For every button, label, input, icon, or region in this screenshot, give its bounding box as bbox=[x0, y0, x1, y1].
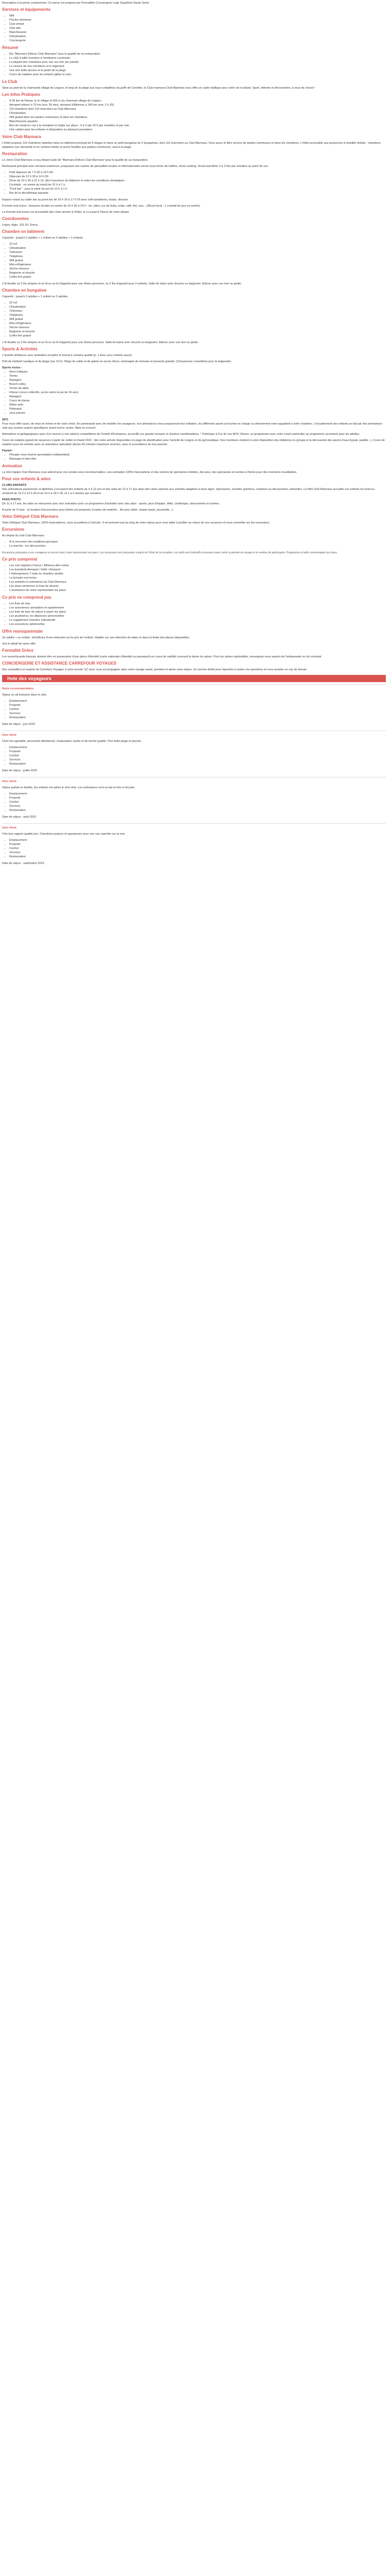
list-item: • Emplacement bbox=[9, 745, 386, 750]
list-item: • Wifi gratuit bbox=[9, 259, 386, 263]
list-item: • Pétanque bbox=[9, 407, 386, 411]
chambre-bungalow-list bbox=[2, 301, 386, 338]
page bbox=[0, 0, 391, 870]
offer-date: Date de séjour : septembre 2023 bbox=[2, 862, 44, 865]
chambre-batiment-list bbox=[2, 242, 386, 279]
offer-criteria-list bbox=[2, 699, 386, 720]
list-item: • Propreté bbox=[9, 703, 386, 707]
list-item: • 22 m2 bbox=[9, 301, 386, 305]
list-item: • Climatisation bbox=[9, 246, 386, 250]
list-item: • Confort bbox=[9, 800, 386, 804]
list-item: • Tennis de table bbox=[9, 386, 386, 391]
offer-card bbox=[2, 684, 386, 731]
intro-text: Description à la prime compromise: Ce prime est proposé par Formalités Conciergerie Loge Dauphiné Haute Seine bbox=[2, 2, 150, 5]
list-item: • Coffre-fort gratuit bbox=[9, 334, 386, 338]
sports-gratuit-label: Sports inclus : bbox=[2, 366, 22, 369]
enfants-title: Pour vos enfants & ados bbox=[2, 477, 51, 481]
offer-title: Avis client bbox=[2, 734, 17, 737]
list-item: • Télévision bbox=[9, 309, 386, 313]
sports-text: Prêt de matériel nautique et de plage (sur 10 h). Plage de sable et de galets en accès direct, aménagée de transats et parasols gratuits. (Chaussures conseillées pour la baignade). bbox=[2, 360, 232, 363]
list-item: • Wifi gratuit dans les parties communes et dans les chambres. bbox=[9, 115, 386, 120]
list-item: • La plupart des chambres avec vue sur mer (en partiel) bbox=[9, 60, 386, 64]
list-item: • Emplacement bbox=[9, 792, 386, 796]
sports-gratuit-list bbox=[2, 370, 386, 415]
offer-text: Très bon rapport qualité prix. Chambres propres et spacieuses avec une vue superbe sur la mer. bbox=[2, 833, 126, 836]
list-item: • Le supplément chambre individuelle bbox=[9, 618, 386, 622]
list-item: • Une très belle piscine et le jardin de la plage bbox=[9, 69, 386, 73]
chambre-batiment-intro: Capacité : jusqu'à 3 adultes + 1 enfant ou 2 adultes + 2 enfants. bbox=[2, 236, 84, 240]
chambre-bungalow-text: 1 lit double ou 2 lits simples et un lit ou un lit d'appoint pour une 3ème personne. Salle de bains avec douche ou baignoire. Balcon avec vue mer ou jardin. bbox=[2, 341, 199, 344]
list-item: • Propreté bbox=[9, 750, 386, 754]
chambre-bungalow-intro: Capacité : jusqu'à 3 adultes + 1 enfant ou 2 adultes. bbox=[2, 295, 69, 298]
list-item: • Aires ludiques bbox=[9, 370, 386, 374]
resume-title: Résumé bbox=[2, 45, 19, 50]
excursions-title: Excursions bbox=[2, 527, 25, 532]
list-item: • Les excursions optionnelles bbox=[9, 622, 386, 626]
list-item: • Wifi gratuit bbox=[9, 317, 386, 321]
hotels-title-bar: Hote des voyageurs bbox=[2, 675, 386, 682]
chambre-bungalow-title: Chambre en bungalow bbox=[2, 288, 46, 293]
club-text: Situé au pied de la charmante village de Lingoro, le long de la plage aux eaux cristallines du golfe de Corinthe, le Club marmara Club Marmara vous offre un cadre idyllique pour votre vie et plaisir. Sport, détente et découvertes, à vous de choisir ! bbox=[2, 87, 315, 90]
list-item: • L'assistance de notre représentant sur place bbox=[9, 588, 386, 592]
offer-card bbox=[2, 777, 386, 823]
list-item: • Aquagym bbox=[9, 395, 386, 399]
list-item: • Propreté bbox=[9, 796, 386, 800]
list-item: • Le service de nos chambres et le logement bbox=[9, 64, 386, 69]
resume-list bbox=[2, 52, 386, 77]
list-item: • Les activités et animations du Club Marmara bbox=[9, 580, 386, 584]
list-item: • Conciergerie bbox=[9, 39, 386, 43]
list-item: • Fitness (cours collectifs, accès selon le jeu de 16 ans) bbox=[9, 391, 386, 395]
coordonnees-title: Coordonnées bbox=[2, 216, 29, 221]
votre-club-text: L'hôtel propose 119 chambres réparties dans un bâtiment principal de 6 étages et dans un petit bungalow de 2 bungalows, dont 110 réservées au Club Marmara. Vous aurez le libre service de parties communes et dans les chambres. L'hôtel accessible aux personnes à mobilité réduite : chambres adaptées (sur demande et en nombre limité) et accès facilités aux parties communes, sauf à la plage. bbox=[2, 142, 381, 149]
offer-text: Séjour en all inclusive dans le club. bbox=[2, 693, 47, 697]
list-item: • Club enfant bbox=[9, 22, 386, 26]
list-item: • Les transferts Aéroport / hôtel / Aéroport bbox=[9, 568, 386, 572]
monoparentale-text: Un adulte + un enfant : bénéficiez d'une réduction sur le prix de l'enfant. Valable sur une sélection de dates et dans la limite des places disponibles. bbox=[2, 636, 190, 639]
enfants-text: À partir de 3 mois : la location d'accessoires pour bébés est proposée (cuisine de matériel... lits pour bébé, chaise haute, poussette...). bbox=[2, 509, 174, 512]
list-item: • Confort bbox=[9, 846, 386, 851]
list-item: • Services bbox=[9, 711, 386, 716]
sports-note-title: SPO bbox=[2, 418, 8, 421]
list-item: • Mini-réfrigérateur bbox=[9, 321, 386, 326]
services-title: Services et équipements bbox=[2, 7, 51, 12]
list-item: • Restauration bbox=[9, 716, 386, 720]
cours-natation-text: Cours de natation gratuit de vacances à partir de Juillet et d'août 2022 : dès notre arrivée disponibles en page de planification pour l'activité de Lingoro et de gymnastique. Des moniteurs mettent à votre disposition des initiations en groupe et la découverte des sports d'eau (kayak, paddle...). Cours de natation pour les enfants avec un animateur spécialisé (durée 45 minutes maximum environ), sous la surveillance de leur parents. bbox=[2, 439, 385, 446]
list-item: • Élu "Marmara Délices Club Marmara" pour la qualité de sa restauration bbox=[9, 52, 386, 56]
offer-criteria-list bbox=[2, 792, 386, 812]
list-item: • L'hébergement 7 nuits en chambre double bbox=[9, 572, 386, 576]
list-item: • Baignoire et douche bbox=[9, 271, 386, 275]
restauration-text: Formule tout inclus : boissons locales en soirée de 10 h 30 à 23 h : vin, bière, jus de fruits, soda, café, thé, eau... (Alcool local : 1 cocktail du jour ou soirée). bbox=[2, 205, 201, 208]
list-item: • Massage et bien-être bbox=[9, 457, 386, 461]
formalite-title: Formalité Grèce bbox=[2, 648, 34, 653]
excursions-note: Excursions proposées à nos voyageurs en accord avec notre représentant sur place. Les excursions sont proposées à partir de l'hôtel de la réception. Les tarifs sont indicatifs et peuvent varier selon la période de voyage et le nombre de participants. Programme et tarifs communiqués sur place. bbox=[2, 551, 338, 554]
sports-note: Pour nous offrir aussi, de mise en forme et de votre choix. En partenariat avec de mobilier les voyageurs, nos animateurs vous proposeront leur initiation, les différents sports sont prise en charge ou directement notre aqualand à votre chambre. L'encadrement des enfants se fait par des animateurs club aux normes auprès spécifiques avant tout le centre. Mais en concert. bbox=[2, 422, 382, 430]
list-item: • Les taxes aériennes et frais de dossier bbox=[9, 584, 386, 588]
payant-list bbox=[2, 453, 386, 461]
list-item: • Déjeuner de 12 h 30 à 14 h 30. bbox=[9, 175, 386, 179]
list-item: • Petit déjeuner de 7 h 30 à 10 h 00. bbox=[9, 171, 386, 175]
list-item: • Water-polo bbox=[9, 403, 386, 407]
conciergerie-text: Des conseillers et experts de Carrefour Voyages à votre écoute 7j/7 pour vous accompagner dans votre voyage avant, pendant et après votre séjour. Un service dédié pour répondre à toutes vos questions et vous assister en cas de besoin. bbox=[2, 668, 307, 671]
list-item: • Sèche-cheveux bbox=[9, 267, 386, 271]
offer-date: Date de séjour : juin 2023 bbox=[2, 723, 35, 726]
list-item: • Restauration bbox=[9, 762, 386, 766]
chambre-batiment-text: 2 lit double ou 2 lits simples et un lit ou un lit d'appoint pour une 3ème personne, ou 2 lits d'appoint pour 2 enfants. Salle de bains avec douche ou baignoire. Balcon avec vue mer ou jardin. bbox=[2, 282, 242, 285]
offer-title: Avis client bbox=[2, 826, 17, 829]
list-item: • A 35 km de Patras, le le village et 900 m du charmant village de Lingoro. bbox=[9, 99, 386, 103]
list-item: • 22 m2 bbox=[9, 242, 386, 246]
enfants-text: De 11 à 17 ans, les ados se retrouvent avec leur animateur pour un programme d'activités avec des ados : sports, jeux d'équipe, défis, challenges, découvertes et soirées. bbox=[2, 502, 220, 505]
list-item: • Wifi bbox=[9, 14, 386, 18]
prix-ne-comprend-title: Ce prix ne comprend pas bbox=[2, 595, 52, 600]
list-item: • Blanchisserie bbox=[9, 30, 386, 35]
prix-comprend-title: Ce prix comprend bbox=[2, 557, 38, 562]
list-item: • 119 chambres dont 110 réservées au Club Marmara. bbox=[9, 107, 386, 111]
list-item: • Baignoire et douche bbox=[9, 330, 386, 334]
list-item: • "Pool bar" : pour le partir de pot de 10 h à 1 h. bbox=[9, 187, 386, 191]
offer-text: Séjour parfait en famille, les enfants ont adoré le mini club. Les animateurs sont au top et très à l'écoute. bbox=[2, 786, 136, 789]
coordonnees-text: Logos, Aigio, 331 00, Grèce. bbox=[2, 224, 39, 227]
prix-ne-comprend-list bbox=[2, 602, 386, 626]
list-item: • Cocktails : en soirée du mardi de 10 h à 1 h. bbox=[9, 183, 386, 187]
list-item: • Climatisation bbox=[9, 35, 386, 39]
chambre-batiment-title: Chambre en bâtiment bbox=[2, 229, 44, 234]
list-item: • Restauration bbox=[9, 855, 386, 859]
list-item: • Aéroport infrieur à 70 km (env. 55 min), aéroport d'Athènes à 190 km (env. 2 h 20). bbox=[9, 103, 386, 107]
list-item: • Les frais de taxe de séjour à payer sur place bbox=[9, 610, 386, 614]
list-item: • Emplacement bbox=[9, 699, 386, 703]
list-item: • Téléphone bbox=[9, 313, 386, 317]
list-item: • Cours de natation pour les enfants (gilles le soir) bbox=[9, 73, 386, 77]
list-item: • Restauration bbox=[9, 808, 386, 812]
list-item: • Mini-réfrigérateur bbox=[9, 263, 386, 267]
clubs-enfants-title: CLUBS ENFANTS bbox=[2, 484, 26, 487]
monoparentale-sub[interactable]: Voir le détail de notre offre bbox=[2, 642, 36, 646]
list-item: • Confort bbox=[9, 707, 386, 711]
list-item: • Dîner de 19 h 30 à 21 h 15, dès l'ouverture du bâtiment et selon les conditions climatiques. bbox=[9, 179, 386, 183]
votre-club-title: Votre Club Marmara bbox=[2, 134, 41, 139]
list-item: • Jeux piscine bbox=[9, 411, 386, 415]
enfants-text: Nos animateurs passionnés et diplômés s'occupent des enfants de 4 à 12 ans et des ados de 13 à 17 ans dans des clubs séparés aux activités adaptées à leurs âges. Spectacles, activités sportives, créatives ou découvertes culturelles. Le Mini Club Marmara accueille vos enfants du lundi au vendredi de 10 h à 12 h 30 et de 15 h à 18 h 30, et 1 à 2 soirées par semaine. bbox=[2, 488, 374, 495]
list-item: • Une cabine pour les enfants et disposition au daimacd prestation. bbox=[9, 128, 386, 132]
list-item: • Blanchisserie payante. bbox=[9, 120, 386, 124]
restauration-title: Restauration bbox=[2, 151, 27, 156]
list-item: • Les assurances annulation et rapatriement bbox=[9, 606, 386, 610]
list-item: • Beach-volley bbox=[9, 382, 386, 386]
excursions-text: Au départ du club Club Marmara : bbox=[2, 534, 45, 537]
list-item: • Les pourboires, les dépenses personnelles bbox=[9, 614, 386, 618]
offer-date: Date de séjour : août 2023 bbox=[2, 816, 36, 819]
sports-text: L'activité ambiance avec animation encadré et fournit à certains qualité (p. 1 Avec pour enfants aussi). bbox=[2, 354, 133, 357]
offer-title: Avis client bbox=[2, 780, 17, 783]
infos-title: Les Infos Pratiques bbox=[2, 92, 40, 97]
list-item: • Sèche-cheveux bbox=[9, 326, 386, 330]
list-item: • Services bbox=[9, 758, 386, 762]
list-item: • Emplacement bbox=[9, 838, 386, 842]
restauration-text: Espace snack au cadre bar au point bar de 10 h 30 à 17 h 30 avec soft-sandwichs, toasts, dessert. bbox=[2, 198, 128, 201]
list-item: • Le club à taille humaine à l'ambiance conviviale bbox=[9, 56, 386, 60]
prix-comprend-list bbox=[2, 564, 386, 592]
list-item: • Cours de danse bbox=[9, 399, 386, 403]
sports-text: Animations et pédagogiques avec d'un tournoi à nos ateliers compétitives de Comité d'Entreprise, accueillis sur grande terrasse et d'autres manifestations. * Participez à l'un de nos BOX (Venez, un programme avec votre coach particulier au programme accentué) pour les adultes. bbox=[2, 433, 360, 436]
list-item: • Tennis bbox=[9, 374, 386, 378]
offer-criteria-list bbox=[2, 745, 386, 766]
list-item: • Services bbox=[9, 851, 386, 855]
list-item: • À la rencontre des traditions grecques bbox=[9, 540, 386, 544]
formalite-text: Les ressortissants français doivent être en possession d'une pièce d'identité (carte nationale d'identité ou passeport) en cours de validité couvrant la durée du séjour. Pour les autres nationalités, renseignez-vous auprès de l'ambassade ou du consulat. bbox=[2, 655, 322, 658]
list-item: • Club ado bbox=[9, 26, 386, 30]
list-item: • Confort bbox=[9, 754, 386, 758]
animation-text: La mini équipe Club Marmara vous attend pour vos rendez-vous incontournables, une animation 100% francophone et des soirées de spectacles inédites, des jeux, des spectacles et soirées à thème pour des moments inoubliables. bbox=[2, 471, 298, 474]
services-list bbox=[2, 14, 386, 43]
delegue-title: Votre Délégué Club Marmara bbox=[2, 514, 58, 519]
list-item: • Climatisation bbox=[9, 305, 386, 309]
delegue-text: Votre Délégué Club Marmara, 100% francophone, vous accueillera à l'arrivée. Il est présent tout au long de votre séjour pour vous aider à profiter au mieux de vos vacances et vous conseiller sur les excursions. bbox=[2, 521, 270, 524]
list-item: • Bon de retrait en cas à la réception et régler sur place : 6 à 3 par 10 € par chambre et par nuit. bbox=[9, 124, 386, 128]
offer-title: Notre recommandation bbox=[2, 687, 34, 690]
restauration-text: La formule tout inclus est accessible dès votre arrivée à l'hôtel, et ce jusqu'à l'heure de votre départ. bbox=[2, 211, 129, 214]
pass-photo-title: PASS PHOTO bbox=[2, 498, 21, 501]
list-item: • Piscine intérieure bbox=[9, 18, 386, 22]
list-item: • Les vols réguliers France / Athènes aller-retour bbox=[9, 564, 386, 568]
list-item: • Coffre-fort gratuit bbox=[9, 275, 386, 279]
list-item: • Plongée sous-marine (prestataire indépendant) bbox=[9, 453, 386, 457]
offer-criteria-list bbox=[2, 838, 386, 859]
payant-label: Payant : bbox=[2, 449, 13, 452]
excursions-list bbox=[2, 540, 386, 548]
restauration-text: Le Jeroo Club Marmara a reçu Award suite de "Marmara Délices Club Marmara" pour la qualité de sa restauration. bbox=[2, 159, 149, 162]
list-item: • La formule tout inclus bbox=[9, 576, 386, 580]
list-item: • Les frais de visa bbox=[9, 602, 386, 606]
restauration-text: Restaurant principal avec terrasse extérieure, proposant une cuisine de spécialités locales et internationales servie sous forme de buffets, show cooking. Snack-bar/diner 2 à 3 fois par semaine au point de vue. bbox=[2, 165, 269, 168]
conciergerie-title: CONCIERGERIE ET ASSISTANCE CARREFOUR VOYAGES bbox=[2, 661, 117, 666]
list-item: • Télévision bbox=[9, 250, 386, 255]
list-item: • Téléphone bbox=[9, 255, 386, 259]
offer-card bbox=[2, 823, 386, 870]
infos-list bbox=[2, 99, 386, 132]
animation-title: Animation bbox=[2, 464, 23, 468]
club-title: Le Club bbox=[2, 79, 18, 84]
sports-title: Sports & Activités bbox=[2, 347, 38, 351]
list-item: • La marche : les découvertes bbox=[9, 544, 386, 548]
restauration-list bbox=[2, 171, 386, 195]
monoparentale-title: Offre monoparentale bbox=[2, 629, 43, 634]
offer-card bbox=[2, 731, 386, 777]
list-item: • Aquagym bbox=[9, 378, 386, 382]
offer-text: Club très agréable, personnel attentionné, restauration variée et de bonne qualité. Très belle plage et piscine. bbox=[2, 740, 142, 743]
list-item: • Propreté bbox=[9, 842, 386, 846]
offer-date: Date de séjour : juillet 2023 bbox=[2, 769, 37, 772]
list-item: • Bar de la discothèque payante. bbox=[9, 191, 386, 195]
list-item: • Services bbox=[9, 804, 386, 808]
list-item: • Climatisation. bbox=[9, 111, 386, 115]
